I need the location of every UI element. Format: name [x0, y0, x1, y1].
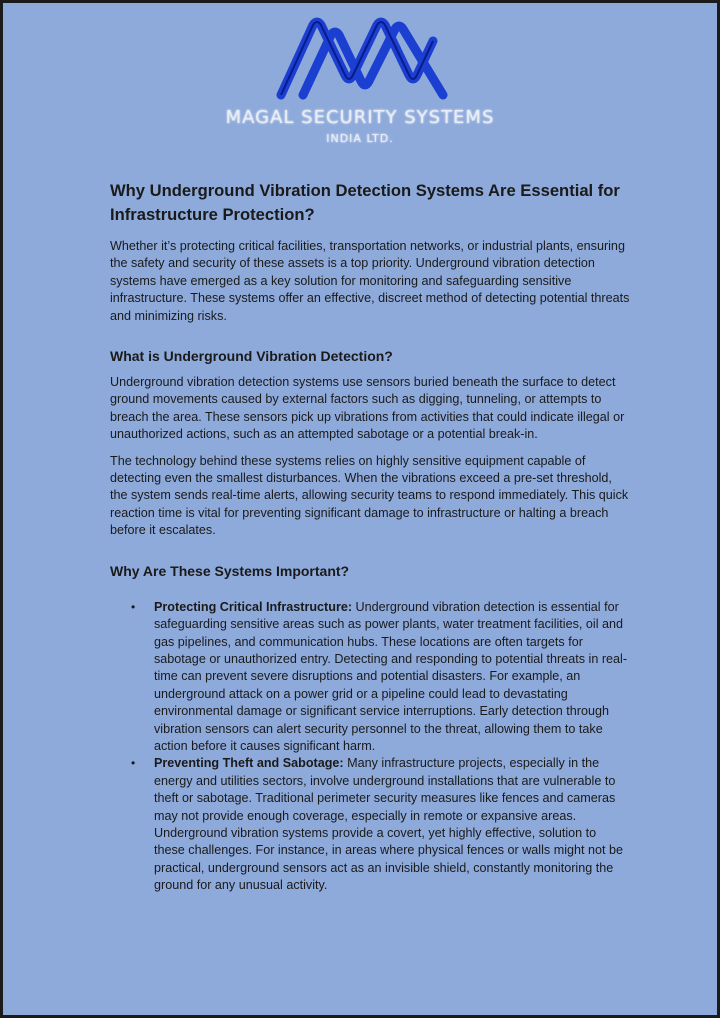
section1-paragraph-2: The technology behind these systems relies on highly sensitive equipment capable of detecting even the smallest disturbances. When the vibrations exceed a pre-set threshold, the system sends real-time alerts, allowing security teams to respond immediately. This quick reaction time is vital for preventing significant damage to infrastructure or halting a breach before it escalates. — [110, 453, 629, 538]
list-item-term: Preventing Theft and Sabotage: — [154, 756, 344, 771]
section-heading-importance: Why Are These Systems Important? — [110, 562, 350, 579]
list-item — [110, 599, 630, 756]
brand-subtitle: INDIA LTD. — [326, 132, 394, 145]
brand-name: MAGAL SECURITY SYSTEMS — [225, 107, 495, 128]
intro-paragraph: Whether it’s protecting critical facilities, transportation networks, or industrial plants, ensuring the safety and security of these assets is a top priority. Underground vibration detection systems have emerged as a key solution for monitoring and safeguarding sensitive infrastructure. These systems offer an effective, discreet method of detecting potential threats and minimizing risks. — [110, 239, 630, 323]
article-body — [110, 179, 630, 895]
section-heading-what-is: What is Underground Vibration Detection? — [110, 348, 393, 365]
article-title: Why Underground Vibration Detection Systems Are Essential for Infrastructure Protection? — [110, 181, 620, 224]
bullet-icon: • — [131, 599, 136, 614]
importance-list — [110, 599, 630, 895]
list-item-term: Protecting Critical Infrastructure: — [154, 599, 353, 614]
list-item-text: Underground vibration detection is essential for safeguarding sensitive areas such as power plants, water treatment facilities, oil and gas pipelines, and communication hubs. These locations are often targets for sabotage or unauthorized entry. Detecting and responding to potential threats in real-time can prevent severe disruptions and potential disasters. For example, an underground attack on a power grid or a pipeline could lead to devastating environmental damage or significant service interruptions. Early detection through vibration sensors can alert security personnel to the threat, allowing them to take action before it causes significant harm. — [154, 599, 628, 753]
bullet-icon: • — [131, 756, 136, 771]
list-item-text: Many infrastructure projects, especially in the energy and utilities sectors, involve underground installations that are vulnerable to theft or sabotage. Traditional perimeter security measures like fences and cameras may not provide enough coverage, especially in remote or expansive areas. Underground vibration systems provide a covert, yet highly effective, solution to these challenges. For instance, in areas where physical fences or walls might not be practical, underground sensors act as an invisible shield, constantly monitoring the ground for any unusual activity. — [154, 756, 624, 893]
magal-logo-icon — [273, 13, 453, 103]
list-item — [110, 755, 630, 894]
section1-paragraph-1: Underground vibration detection systems use sensors buried beneath the surface to detect ground movements caused by external factors such as digging, tunneling, or attempts to breach the area. These sensors pick up vibrations from activities that could indicate illegal or unauthorized actions, such as an attempted sabotage or a potential break-in. — [110, 375, 625, 442]
